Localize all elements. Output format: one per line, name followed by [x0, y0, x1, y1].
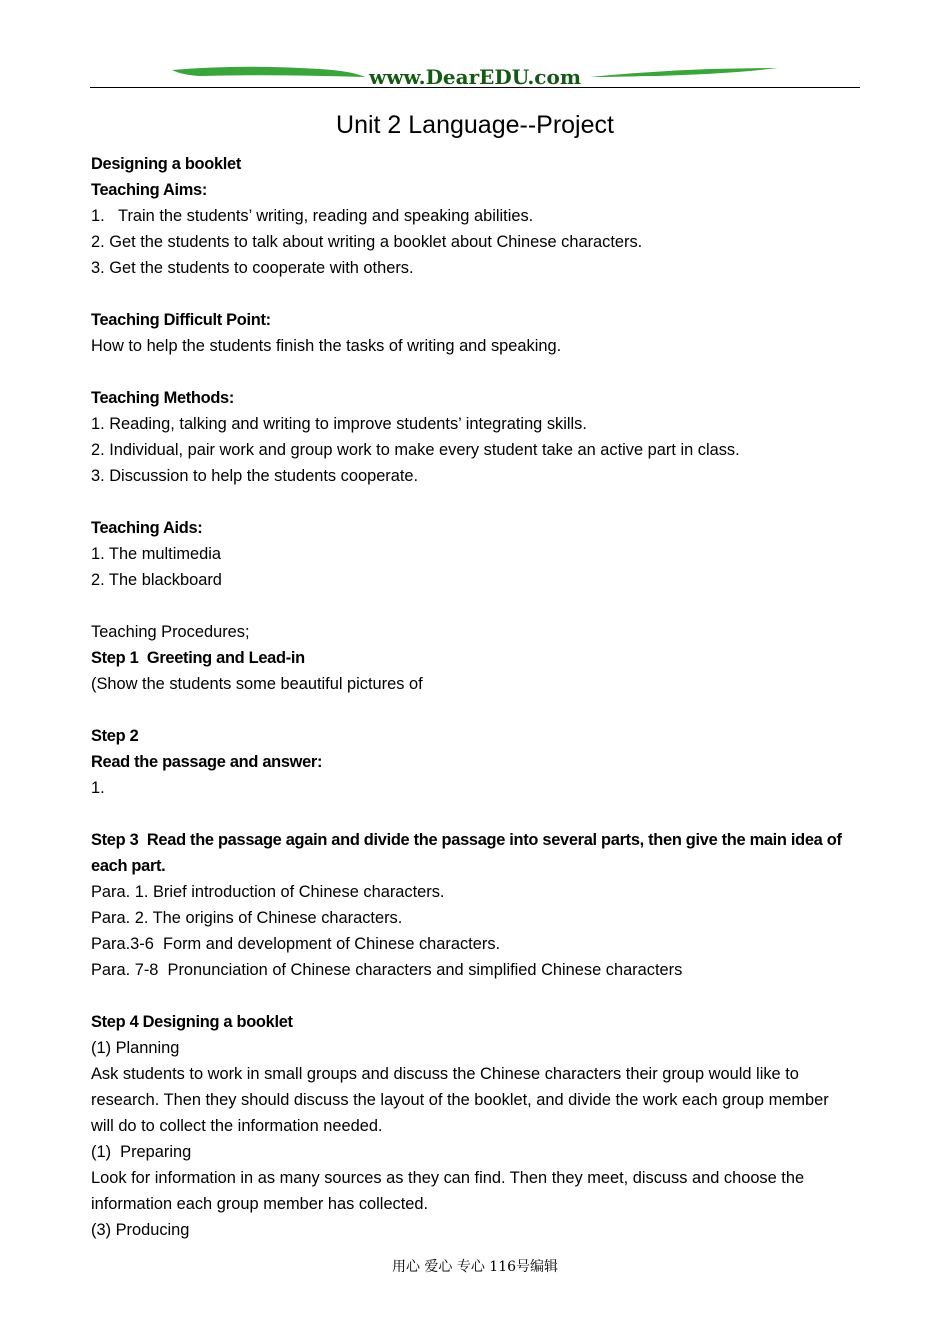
aims-heading: Teaching Aims:: [91, 181, 208, 199]
planning-text: will do to collect the information needed.: [91, 1117, 383, 1135]
aids-item: 2. The blackboard: [91, 571, 222, 589]
blank-line: [91, 593, 861, 619]
step2-subheading: Read the passage and answer:: [91, 753, 323, 771]
aids-item: 1. The multimedia: [91, 545, 221, 563]
procedures-heading: Teaching Procedures;: [91, 623, 250, 641]
blank-line: [91, 489, 861, 515]
step3-heading: Step 3 Read the passage again and divide the passage into several parts, then give the main idea of: [91, 831, 842, 849]
step3-item: Para. 7-8 Pronunciation of Chinese characters and simplified Chinese characters: [91, 961, 683, 979]
step2-text: 1.: [91, 779, 105, 797]
page-footer: 用心 爱心 专心 116号编辑: [391, 1259, 559, 1275]
right-swoosh-icon: [590, 68, 778, 77]
methods-heading: Teaching Methods:: [91, 389, 235, 407]
blank-line: [91, 359, 861, 385]
aims-item: 3. Get the students to cooperate with others.: [91, 259, 414, 277]
step3-item: Para.3-6 Form and development of Chinese characters.: [91, 935, 501, 953]
blank-line: [91, 281, 861, 307]
blank-line: [91, 697, 861, 723]
producing-label: (3) Producing: [91, 1221, 190, 1239]
planning-text: Ask students to work in small groups and discuss the Chinese characters their group would like to: [91, 1065, 799, 1083]
step4-heading: Step 4 Designing a booklet: [91, 1013, 293, 1031]
header-banner: [90, 60, 860, 90]
site-logo: www.DearEDU.com: [368, 65, 582, 89]
step3-item: Para. 2. The origins of Chinese characters.: [91, 909, 403, 927]
document-body: [91, 151, 861, 1243]
subtitle: Designing a booklet: [91, 155, 242, 173]
difficult-heading: Teaching Difficult Point:: [91, 311, 271, 329]
aids-heading: Teaching Aids:: [91, 519, 203, 537]
preparing-text: Look for information in as many sources as they can find. Then they meet, discuss and choose the: [91, 1169, 805, 1187]
blank-line: [91, 801, 861, 827]
left-swoosh-icon: [172, 67, 365, 77]
page-title: Unit 2 Language--Project: [336, 111, 614, 139]
step1-heading: Step 1 Greeting and Lead-in: [91, 649, 305, 667]
difficult-text: How to help the students finish the tasks of writing and speaking.: [91, 337, 562, 355]
methods-item: 2. Individual, pair work and group work to make every student take an active part in class.: [91, 441, 740, 459]
aims-item: 1. Train the students’ writing, reading and speaking abilities.: [91, 207, 534, 225]
aims-item: 2. Get the students to talk about writing a booklet about Chinese characters.: [91, 233, 643, 251]
blank-line: [91, 983, 861, 1009]
step2-heading: Step 2: [91, 727, 139, 745]
step3-item: Para. 1. Brief introduction of Chinese characters.: [91, 883, 445, 901]
planning-label: (1) Planning: [91, 1039, 180, 1057]
page-header: [90, 60, 860, 90]
preparing-text: information each group member has collected.: [91, 1195, 429, 1213]
preparing-label: (1) Preparing: [91, 1143, 192, 1161]
methods-item: 3. Discussion to help the students cooperate.: [91, 467, 419, 485]
methods-item: 1. Reading, talking and writing to improve students’ integrating skills.: [91, 415, 587, 433]
step3-heading-cont: each part.: [91, 857, 166, 875]
step1-text: (Show the students some beautiful pictures of: [91, 675, 423, 693]
planning-text: research. Then they should discuss the layout of the booklet, and divide the work each group member: [91, 1091, 829, 1109]
